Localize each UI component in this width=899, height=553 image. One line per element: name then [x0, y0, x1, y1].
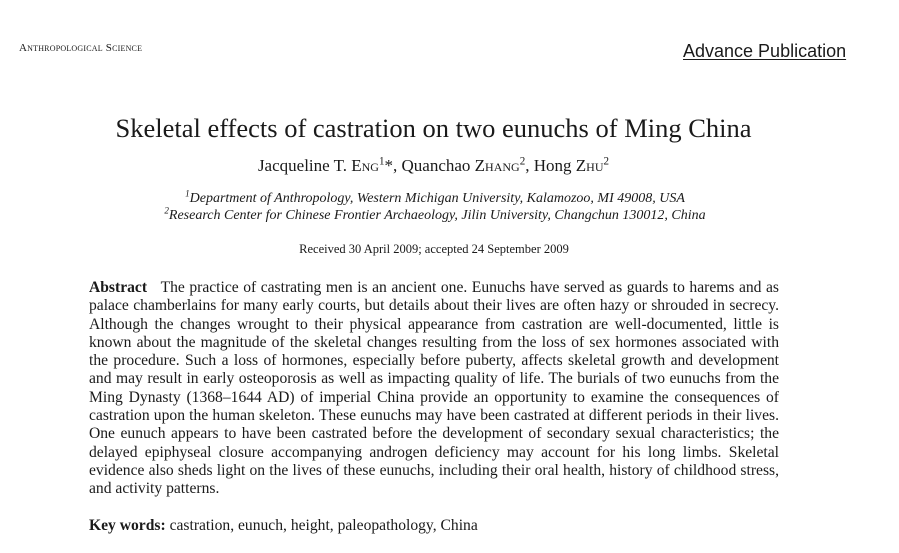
author-2-surname: Zhang [474, 156, 520, 175]
author-separator: , [525, 156, 534, 175]
advance-publication-label: Advance Publication [683, 41, 847, 61]
affiliation-1-text: Department of Anthropology, Western Michigan University, Kalamozoo, MI 49008, USA [189, 191, 685, 206]
author-3 [534, 156, 609, 175]
author-2-given: Quanchao [401, 156, 475, 175]
affiliation-1 [0, 188, 870, 207]
author-3-affiliation-mark: 2 [603, 155, 610, 168]
author-3-surname: Zhu [575, 156, 604, 175]
author-2-affiliation-mark: 2 [519, 155, 526, 168]
author-1-corresponding-mark: * [384, 156, 393, 175]
received-dates: Received 30 April 2009; accepted 24 September 2009 [299, 242, 569, 256]
keywords [89, 517, 478, 535]
affiliation-2 [0, 205, 870, 224]
author-1-surname: Eng [351, 156, 379, 175]
article-title: Skeletal effects of castration on two eunuchs of Ming China [115, 113, 752, 143]
author-1-affiliation-mark: 1 [378, 155, 385, 168]
author-2 [402, 156, 534, 175]
abstract [89, 279, 779, 499]
abstract-label: Abstract [89, 279, 148, 296]
journal-name: Anthropological Science [19, 42, 143, 54]
abstract-text: The practice of castrating men is an ancient one. Eunuchs have served as guards to harems and as palace chamberlains for many early courts, but details about their lives are often hazy or shrouded in secrecy. Although the changes wrought to their physical appearance from castration are well-documented, little is known about the magnitude of the skeletal changes resulting from the loss of sex hormones associated with the procedure. Such a loss of hormones, especially before puberty, affects skeletal growth and development and may result in early osteoporosis as well as impacting quality of life. The burials of two eunuchs from the Ming Dynasty (1368–1644 AD) of imperial China provide an opportunity to examine the consequences of castration upon the human skeleton. These eunuchs may have been castrated at different periods in their lives. One eunuch appears to have been castrated before the development of secondary sexual characteristics; the delayed epiphyseal closure accompanying androgen deficiency may account for his long limbs. Skeletal evidence also sheds light on the lives of these eunuchs, including their oral health, history of childhood stress, and activity patterns. [89, 279, 779, 498]
author-3-given: Hong [533, 156, 576, 175]
affiliation-2-text: Research Center for Chinese Frontier Archaeology, Jilin University, Changchun 130012, China [168, 208, 706, 223]
keywords-label: Key words: [89, 517, 166, 534]
keywords-text: castration, eunuch, height, paleopathology, China [169, 517, 478, 534]
author-1-given: Jacqueline T. [257, 156, 352, 175]
author-list [0, 156, 867, 176]
author-1 [258, 156, 402, 175]
author-separator: , [393, 156, 402, 175]
affiliation-2-mark: 2 [164, 205, 169, 216]
affiliation-1-mark: 1 [185, 188, 190, 199]
